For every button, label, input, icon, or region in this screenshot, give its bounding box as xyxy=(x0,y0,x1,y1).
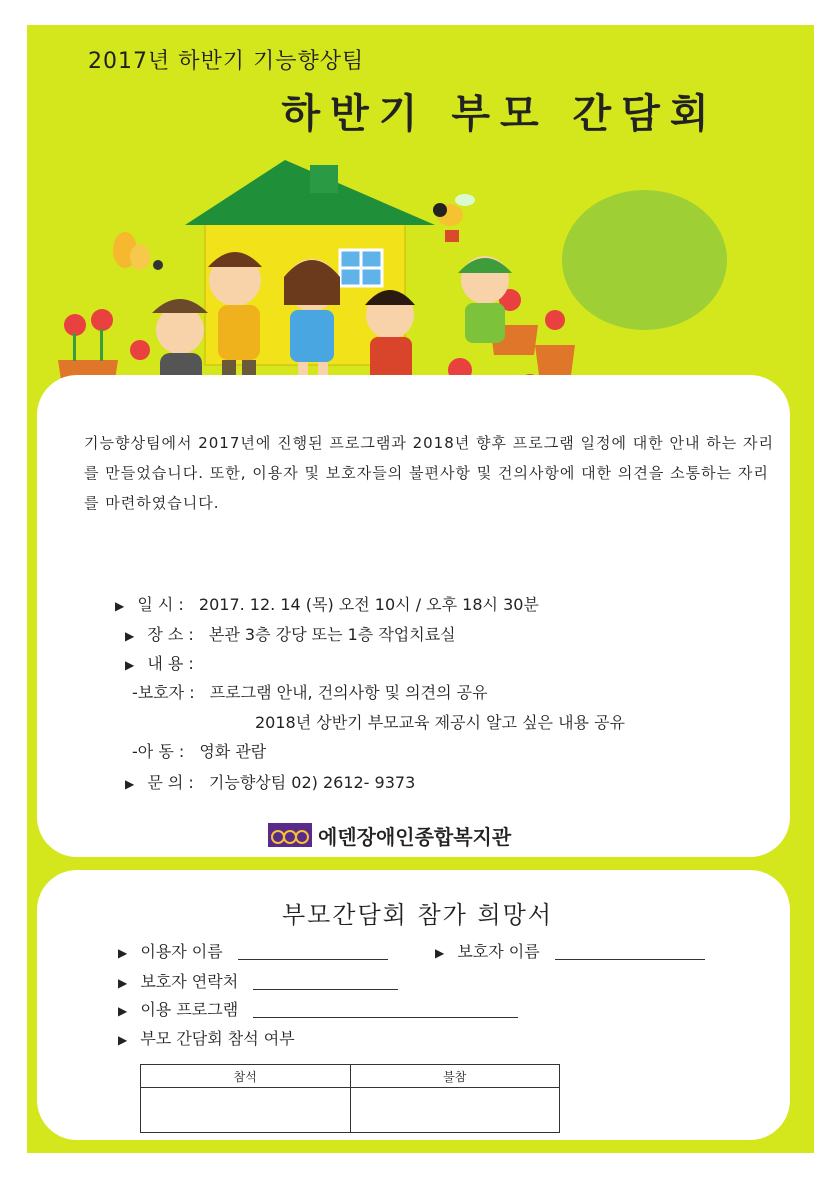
guardian-contact-label: 보호자 연락처 xyxy=(140,972,239,991)
program-field xyxy=(118,998,518,1022)
attendance-cell-attend[interactable] xyxy=(141,1088,351,1133)
attendance-field xyxy=(118,1027,295,1051)
arrow-right-icon: ▶ xyxy=(125,629,135,643)
organization-name: 에덴장애인종합복지관 xyxy=(318,824,512,849)
detail-place-label: 장 소 : xyxy=(147,625,194,644)
guardian-name-input-line[interactable] xyxy=(555,945,705,960)
attendance-label: 부모 간담회 참석 여부 xyxy=(140,1029,295,1048)
butterfly-illustration xyxy=(113,232,163,270)
detail-child-label: -아 동 : xyxy=(132,742,185,761)
attendance-col-attend: 참석 xyxy=(141,1065,351,1088)
arrow-right-icon: ▶ xyxy=(435,946,445,960)
attendance-cell-absent[interactable] xyxy=(350,1088,560,1133)
arrow-right-icon: ▶ xyxy=(118,946,128,960)
detail-guardian-value-1: 프로그램 안내, 건의사항 및 의견의 공유 xyxy=(209,683,488,702)
attendance-table xyxy=(140,1064,560,1133)
detail-guardian-label: -보호자 : xyxy=(132,683,195,702)
user-name-field xyxy=(118,940,388,964)
green-circle-decoration xyxy=(562,190,727,330)
user-name-label: 이용자 이름 xyxy=(140,942,223,961)
arrow-right-icon: ▶ xyxy=(125,777,135,791)
poster-title: 하반기 부모 간담회 xyxy=(281,91,719,137)
program-input-line[interactable] xyxy=(253,1003,518,1018)
arrow-right-icon: ▶ xyxy=(125,658,135,672)
detail-guardian-value-2: 2018년 상반기 부모교육 제공시 알고 싶은 내용 공유 xyxy=(255,713,625,732)
detail-contact-value: 기능향상팀 02) 2612- 9373 xyxy=(208,773,416,792)
form-title: 부모간담회 참가 희망서 xyxy=(281,901,554,929)
detail-content-row xyxy=(125,652,204,676)
detail-date-label: 일 시 : xyxy=(137,595,184,614)
bee-illustration xyxy=(433,194,475,242)
detail-place-value: 본관 3층 강당 또는 1층 작업치료실 xyxy=(208,625,456,644)
detail-date-value: 2017. 12. 14 (목) 오전 10시 / 오후 18시 30분 xyxy=(198,595,539,614)
detail-child-row xyxy=(132,740,266,764)
guardian-name-field xyxy=(435,940,705,964)
detail-child-value: 영화 관람 xyxy=(199,742,267,761)
detail-guardian-row xyxy=(132,681,488,705)
organization-logo-block xyxy=(268,820,511,850)
detail-contact-row xyxy=(125,771,415,795)
detail-date-row xyxy=(115,593,539,617)
intro-paragraph: 기능향상팀에서 2017년에 진행된 프로그램과 2018년 향후 프로그램 일정에 대한 안내 하는 자리를 만들었습니다. 또한, 이용자 및 보호자들의 불편사항 및 건의사항에 대한 의견을 소통하는 자리를 마련하였습니다. xyxy=(84,434,774,512)
guardian-contact-input-line[interactable] xyxy=(253,975,398,990)
arrow-right-icon: ▶ xyxy=(115,599,125,613)
arrow-right-icon: ▶ xyxy=(118,1033,128,1047)
guardian-contact-field xyxy=(118,970,398,994)
detail-contact-label: 문 의 : xyxy=(147,773,194,792)
detail-content-label: 내 용 : xyxy=(147,654,194,673)
organization-logo-icon xyxy=(268,823,312,847)
arrow-right-icon: ▶ xyxy=(118,976,128,990)
user-name-input-line[interactable] xyxy=(238,945,388,960)
detail-guardian-row-2 xyxy=(255,711,625,735)
guardian-name-label: 보호자 이름 xyxy=(457,942,540,961)
arrow-right-icon: ▶ xyxy=(118,1004,128,1018)
poster-subtitle: 2017년 하반기 기능향상팀 xyxy=(88,49,365,74)
detail-place-row xyxy=(125,623,456,647)
attendance-col-absent: 불참 xyxy=(350,1065,560,1088)
program-label: 이용 프로그램 xyxy=(140,1000,239,1019)
